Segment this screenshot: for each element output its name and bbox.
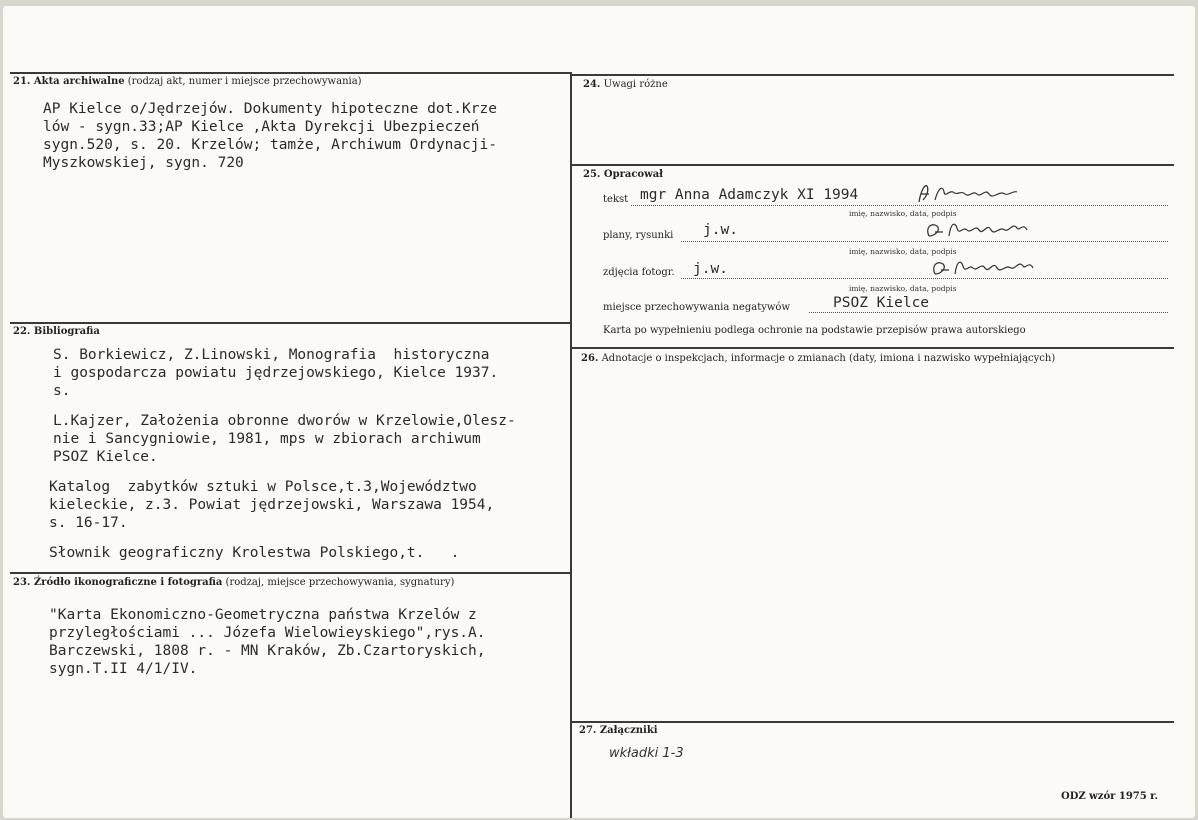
section-23-label xyxy=(13,577,454,588)
negatives-label: miejsce przechowywania negatywów xyxy=(603,302,790,313)
section-26-number: 26. xyxy=(581,353,599,364)
section-21-line: Myszkowskiej, sygn. 720 xyxy=(43,155,244,171)
bibliography-line: s. 16-17. xyxy=(49,515,128,531)
bibliography-line: S. Borkiewicz, Z.Linowski, Monografia historyczna xyxy=(53,347,490,363)
rule-21-22 xyxy=(10,322,572,324)
section-24-number: 24. xyxy=(583,79,601,90)
section-21-subtitle: (rodzaj akt, numer i miejsce przechowywania) xyxy=(124,76,362,87)
bibliography-line: Katalog zabytków sztuki w Polsce,t.3,Województwo xyxy=(49,479,477,495)
negatives-line xyxy=(809,312,1168,313)
section-23-line: sygn.T.II 4/1/IV. xyxy=(49,661,198,677)
section-21-line: sygn.520, s. 20. Krzelów; tamże, Archiwum Ordynacji- xyxy=(43,137,497,153)
signature-text xyxy=(913,182,1023,206)
rule-25-26 xyxy=(572,347,1174,349)
section-22-label: 22. Bibliografia xyxy=(13,326,100,337)
bibliography-line: kieleckie, z.3. Powiat jędrzejowski, Warszawa 1954, xyxy=(49,497,495,513)
photos-field-hint: imię, nazwisko, data, podpis xyxy=(849,284,957,293)
photos-field-label: zdjęcia fotogr. xyxy=(603,267,675,278)
section-24-title: Uwagi różne xyxy=(600,79,668,90)
drawings-field-hint: imię, nazwisko, data, podpis xyxy=(849,247,957,256)
rule-24-25 xyxy=(572,164,1174,166)
form-id: ODZ wzór 1975 r. xyxy=(1061,791,1159,802)
section-24-label xyxy=(583,79,668,90)
rule-22-23 xyxy=(10,572,572,574)
top-rule-left xyxy=(10,72,572,74)
copyright-note: Karta po wypełnieniu podlega ochronie na podstawie przepisów prawa autorskiego xyxy=(603,325,1026,336)
bibliography-line: nie i Sancygniowie, 1981, mps w zbiorach archiwum xyxy=(53,431,481,447)
signature-photos xyxy=(927,256,1047,280)
drawings-field-value: j.w. xyxy=(703,222,738,238)
section-23-subtitle: (rodzaj, miejsce przechowywania, sygnatury) xyxy=(222,577,455,588)
bibliography-line: L.Kajzer, Założenia obronne dworów w Krzelowie,Olesz- xyxy=(53,413,516,429)
section-21-label xyxy=(13,76,362,87)
section-23-line: Barczewski, 1808 r. - MN Kraków, Zb.Czartoryskich, xyxy=(49,643,486,659)
section-21-line: lów - sygn.33;AP Kielce ,Akta Dyrekcji Ubezpieczeń xyxy=(43,119,480,135)
photos-field-line xyxy=(681,278,1168,279)
rule-26-27 xyxy=(572,721,1174,723)
section-26-title: Adnotacje o inspekcjach, informacje o zmianach (daty, imiona i nazwisko wypełniających) xyxy=(598,353,1056,364)
drawings-field-label: plany, rysunki xyxy=(603,230,674,241)
record-card xyxy=(3,6,1195,818)
section-26-label xyxy=(581,353,1055,364)
bibliography-line: i gospodarcza powiatu jędrzejowskiego, Kielce 1937. xyxy=(53,365,499,381)
top-rule-right xyxy=(572,74,1174,76)
text-field-label: tekst xyxy=(603,194,629,205)
section-27-label: 27. Załączniki xyxy=(579,725,658,736)
bibliography-line: PSOZ Kielce. xyxy=(53,449,158,465)
text-field-hint: imię, nazwisko, data, podpis xyxy=(849,209,957,218)
section-25-label: 25. Opracował xyxy=(583,169,664,180)
section-23-title: 23. Źródło ikonograficzne i fotografia xyxy=(13,577,223,588)
text-field-value: mgr Anna Adamczyk XI 1994 xyxy=(640,187,859,203)
section-21-line: AP Kielce o/Jędrzejów. Dokumenty hipoteczne dot.Krze xyxy=(43,101,497,117)
section-23-line: "Karta Ekonomiczno-Geometryczna państwa Krzelów z xyxy=(49,607,477,623)
negatives-value: PSOZ Kielce xyxy=(833,295,930,311)
bibliography-line: Słownik geograficzny Krolestwa Polskiego,t. . xyxy=(49,545,460,561)
section-23-line: przyległościami ... Józefa Wielowieyskiego",rys.A. xyxy=(49,625,486,641)
column-divider xyxy=(570,72,572,818)
section-21-title: 21. Akta archiwalne xyxy=(13,76,125,87)
text-field-line xyxy=(631,205,1168,206)
bibliography-line: s. xyxy=(53,383,71,399)
signature-drawings xyxy=(921,218,1041,242)
photos-field-value: j.w. xyxy=(693,261,728,277)
attachments-handwritten: wkładki 1-3 xyxy=(609,746,684,761)
